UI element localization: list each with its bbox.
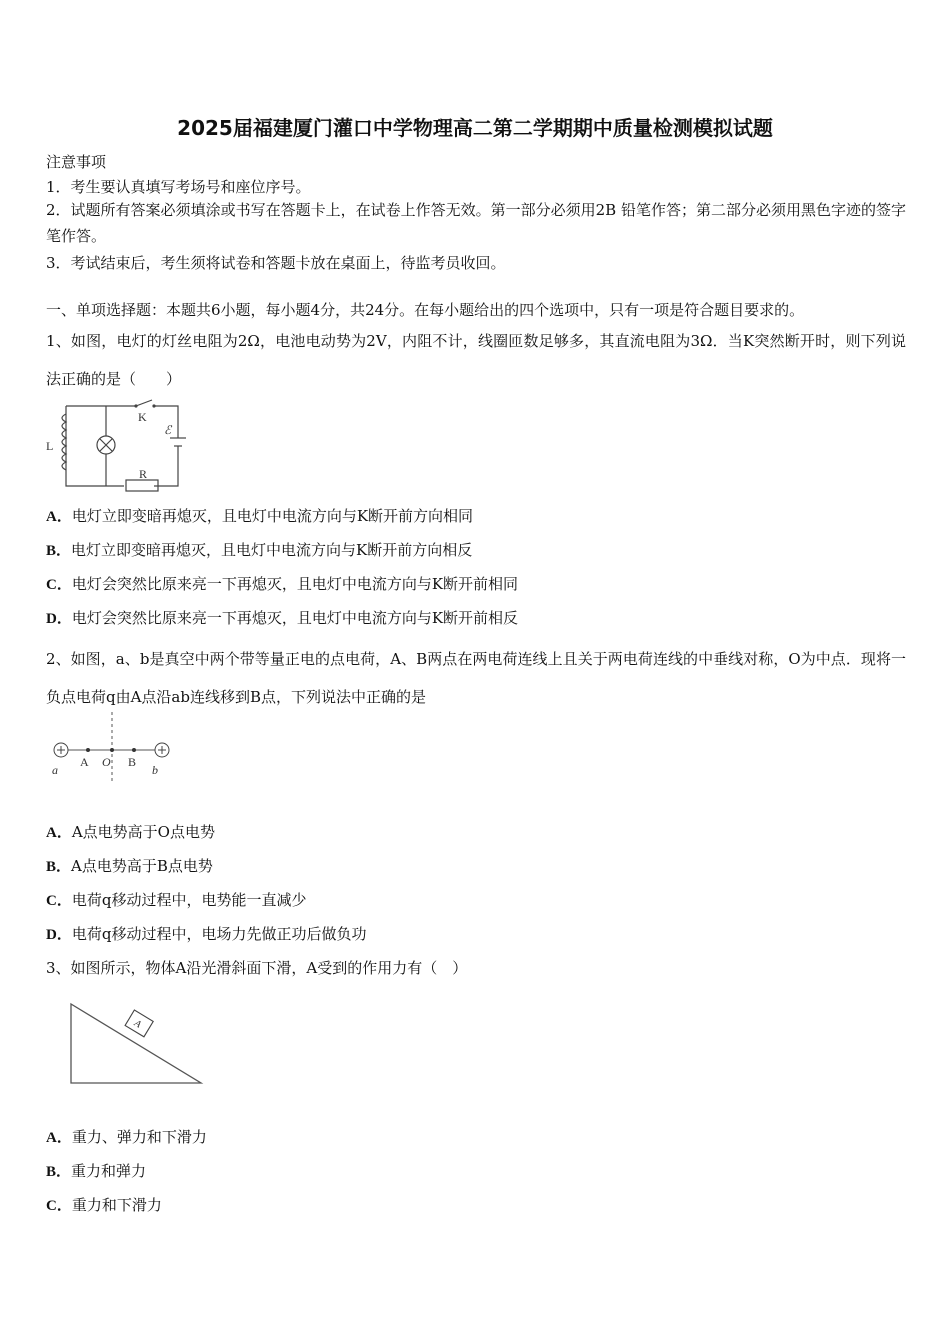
notice-item-1: 1．考生要认真填写考场号和座位序号。 [46, 178, 311, 196]
question-3-stem: 3、如图所示，物体A沿光滑斜面下滑，A受到的作用力有（ ） [46, 959, 468, 977]
q3-option-a[interactable]: A．重力、弹力和下滑力 [46, 1128, 207, 1146]
incline-diagram [68, 1000, 206, 1088]
label-a: a [52, 763, 58, 777]
label-R: R [139, 467, 148, 481]
page-title: 2025届福建厦门灌口中学物理高二第二学期期中质量检测模拟试题 [177, 116, 773, 140]
charges-diagram [48, 712, 178, 782]
label-K: K [138, 410, 147, 424]
charge-b-icon [155, 743, 169, 757]
q1-option-d[interactable]: D．电灯会突然比原来亮一下再熄灭，且电灯中电流方向与K断开前相反 [46, 609, 519, 627]
q2-option-b[interactable]: B．A点电势高于B点电势 [46, 857, 213, 875]
notice-heading: 注意事项 [46, 153, 107, 171]
q3-option-c[interactable]: C．重力和下滑力 [46, 1196, 162, 1214]
label-L: L [46, 439, 54, 453]
notice-item-3: 3．考试结束后，考生须将试卷和答题卡放在桌面上，待监考员收回。 [46, 254, 506, 272]
q1-option-b[interactable]: B．电灯立即变暗再熄灭，且电灯中电流方向与K断开前方向相反 [46, 541, 473, 559]
notice-item-2: 2．试题所有答案必须填涂或书写在答题卡上，在试卷上作答无效。第一部分必须用2B 铅笔作答；第二部分必须用黑色字迹的签字笔作答。 [46, 201, 906, 245]
section-heading: 一、单项选择题：本题共6小题，每小题4分，共24分。在每小题给出的四个选项中，只有一项是符合题目要求的。 [46, 301, 805, 319]
label-O: O [102, 755, 111, 769]
q2-option-d[interactable]: D．电荷q移动过程中，电场力先做正功后做负功 [46, 925, 367, 943]
q2-option-c[interactable]: C．电荷q移动过程中，电势能一直减少 [46, 891, 307, 909]
question-2-stem: 2、如图，a、b是真空中两个带等量正电的点电荷，A、B两点在两电荷连线上且关于两电荷连线的中垂线对称，O为中点．现将一负点电荷q由A点沿ab连线移到B点，下列说法中正确的是 [46, 650, 906, 706]
label-emf: ℰ [164, 423, 172, 437]
q2-option-a[interactable]: A．A点电势高于O点电势 [46, 823, 215, 841]
circuit-diagram [44, 400, 194, 495]
label-A: A [80, 755, 89, 769]
q3-option-b[interactable]: B．重力和弹力 [46, 1162, 147, 1180]
label-block-A: A [132, 1017, 144, 1031]
label-B: B [128, 755, 137, 769]
label-b: b [152, 763, 158, 777]
question-1-stem: 1、如图，电灯的灯丝电阻为2Ω，电池电动势为2V，内阻不计，线圈匝数足够多，其直流电阻为3Ω．当K突然断开时，则下列说法正确的是（ ） [46, 332, 906, 388]
charge-a-icon [54, 743, 68, 757]
block-a-icon [125, 1010, 153, 1037]
q1-option-c[interactable]: C．电灯会突然比原来亮一下再熄灭，且电灯中电流方向与K断开前相同 [46, 575, 519, 593]
q1-option-a[interactable]: A．电灯立即变暗再熄灭，且电灯中电流方向与K断开前方向相同 [46, 507, 474, 525]
